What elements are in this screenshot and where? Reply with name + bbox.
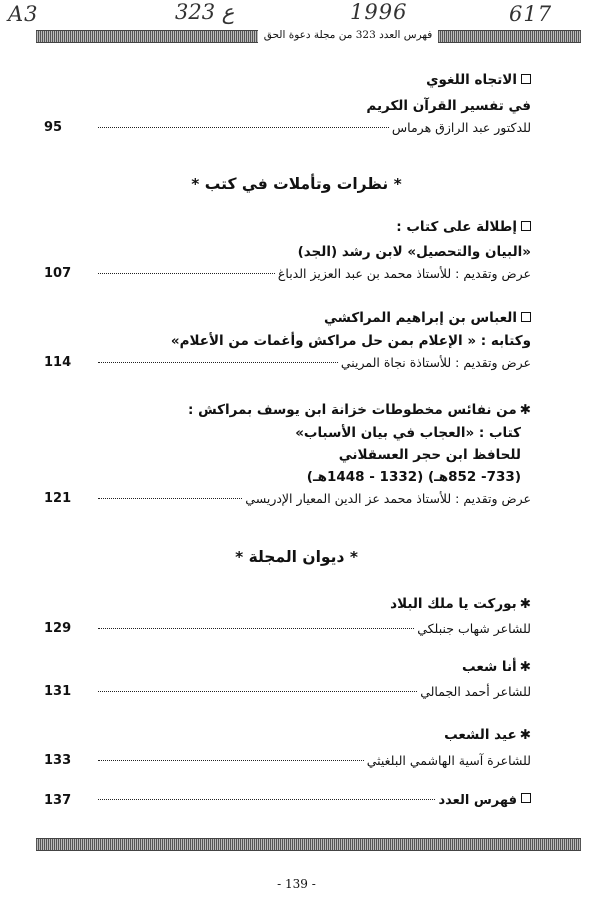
footer-band [36,838,581,851]
entry-page-number: 107 [44,266,72,281]
index-title: فهرس العدد [438,793,517,808]
dot-leader [98,759,364,761]
handwritten-mark-left: A3 [8,2,39,26]
entry-author: عرض وتقديم : للأستاذة نجاة المريني [340,355,531,370]
entry-subheading: وكتابه : « الإعلام بمن حل مراكش وأغمات من الأعلام» [170,333,531,349]
header-title: فهرس العدد 323 من مجلة دعوة الحق [258,27,438,44]
square-bullet-icon [521,74,531,84]
handwritten-mark-year: 1996 [350,0,408,24]
index-row [95,793,531,808]
asterisk-bullet-icon: ✱ [519,659,531,675]
entry-author: عرض وتقديم : للأستاذ محمد عز الدين المعيار الإدريسي [245,491,531,506]
page-number: - 139 - [277,877,316,891]
poem-page-number: 131 [44,684,72,699]
poem-page-number: 129 [44,621,72,636]
dot-leader [98,272,275,274]
index-page-number: 137 [44,793,72,808]
entry-heading: إطلالة على كتاب : [95,219,531,235]
poem-title: ✱عيد الشعب [444,727,531,743]
square-bullet-icon [521,793,531,803]
poem-author-row [95,684,531,699]
poem-author-row [95,753,531,768]
section-title: * نظرات وتأملات في كتب * [191,175,402,193]
entry-page-number: 121 [44,491,72,506]
entry-page-number: 114 [44,355,72,370]
dot-leader [98,627,414,629]
dot-leader [98,798,435,800]
entry-page-number: 95 [44,120,63,135]
entry-dates: (733- 852هـ) (1332 - 1448هـ) [306,469,521,485]
dot-leader [98,126,389,128]
entry-author-row [95,355,531,370]
entry-author: عرض وتقديم : للأستاذ محمد بن عبد العزيز الدباغ [277,266,531,281]
entry-author: للدكتور عبد الرازق هرماس [391,120,531,135]
poem-author: للشاعر شهاب جنبلكي [417,621,531,636]
poem-title: ✱بوركت يا ملك البلاد [390,596,531,612]
handwritten-mark-right: 617 [509,2,553,26]
poem-title: ✱أنا شعب [462,659,531,675]
entry-subheading: كتاب : «العجاب في بيان الأسباب» [295,425,521,441]
entry-author-line: للحافظ ابن حجر العسقلاني [338,447,521,463]
handwritten-mark-code: 323 ع [175,0,235,24]
entry-author-row [95,491,531,506]
square-bullet-icon [521,221,531,231]
dot-leader [98,361,338,363]
entry-author-row [95,266,531,281]
asterisk-bullet-icon: ✱ [519,596,531,612]
dot-leader [98,497,242,499]
entry-subheading: «البيان والتحصيل» لابن رشد (الجد) [297,244,531,260]
entry-heading: الاتجاه اللغوي [95,72,531,88]
section-title: * ديوان المجلة * [235,548,358,566]
square-bullet-icon [521,312,531,322]
entry-heading: ✱من نفائس مخطوطات خزانة ابن يوسف بمراكش : [188,402,531,418]
dot-leader [98,690,417,692]
entry-subheading: في تفسير القرآن الكريم [366,98,531,114]
poem-author: للشاعرة آسية الهاشمي البلغيثي [366,753,531,768]
asterisk-bullet-icon: ✱ [519,727,531,743]
poem-page-number: 133 [44,753,72,768]
entry-heading: العباس بن إبراهيم المراكشي [95,310,531,326]
entry-author-row [95,120,531,135]
asterisk-bullet-icon: ✱ [519,402,531,418]
poem-author-row [95,621,531,636]
poem-author: للشاعر أحمد الجمالي [420,684,531,699]
